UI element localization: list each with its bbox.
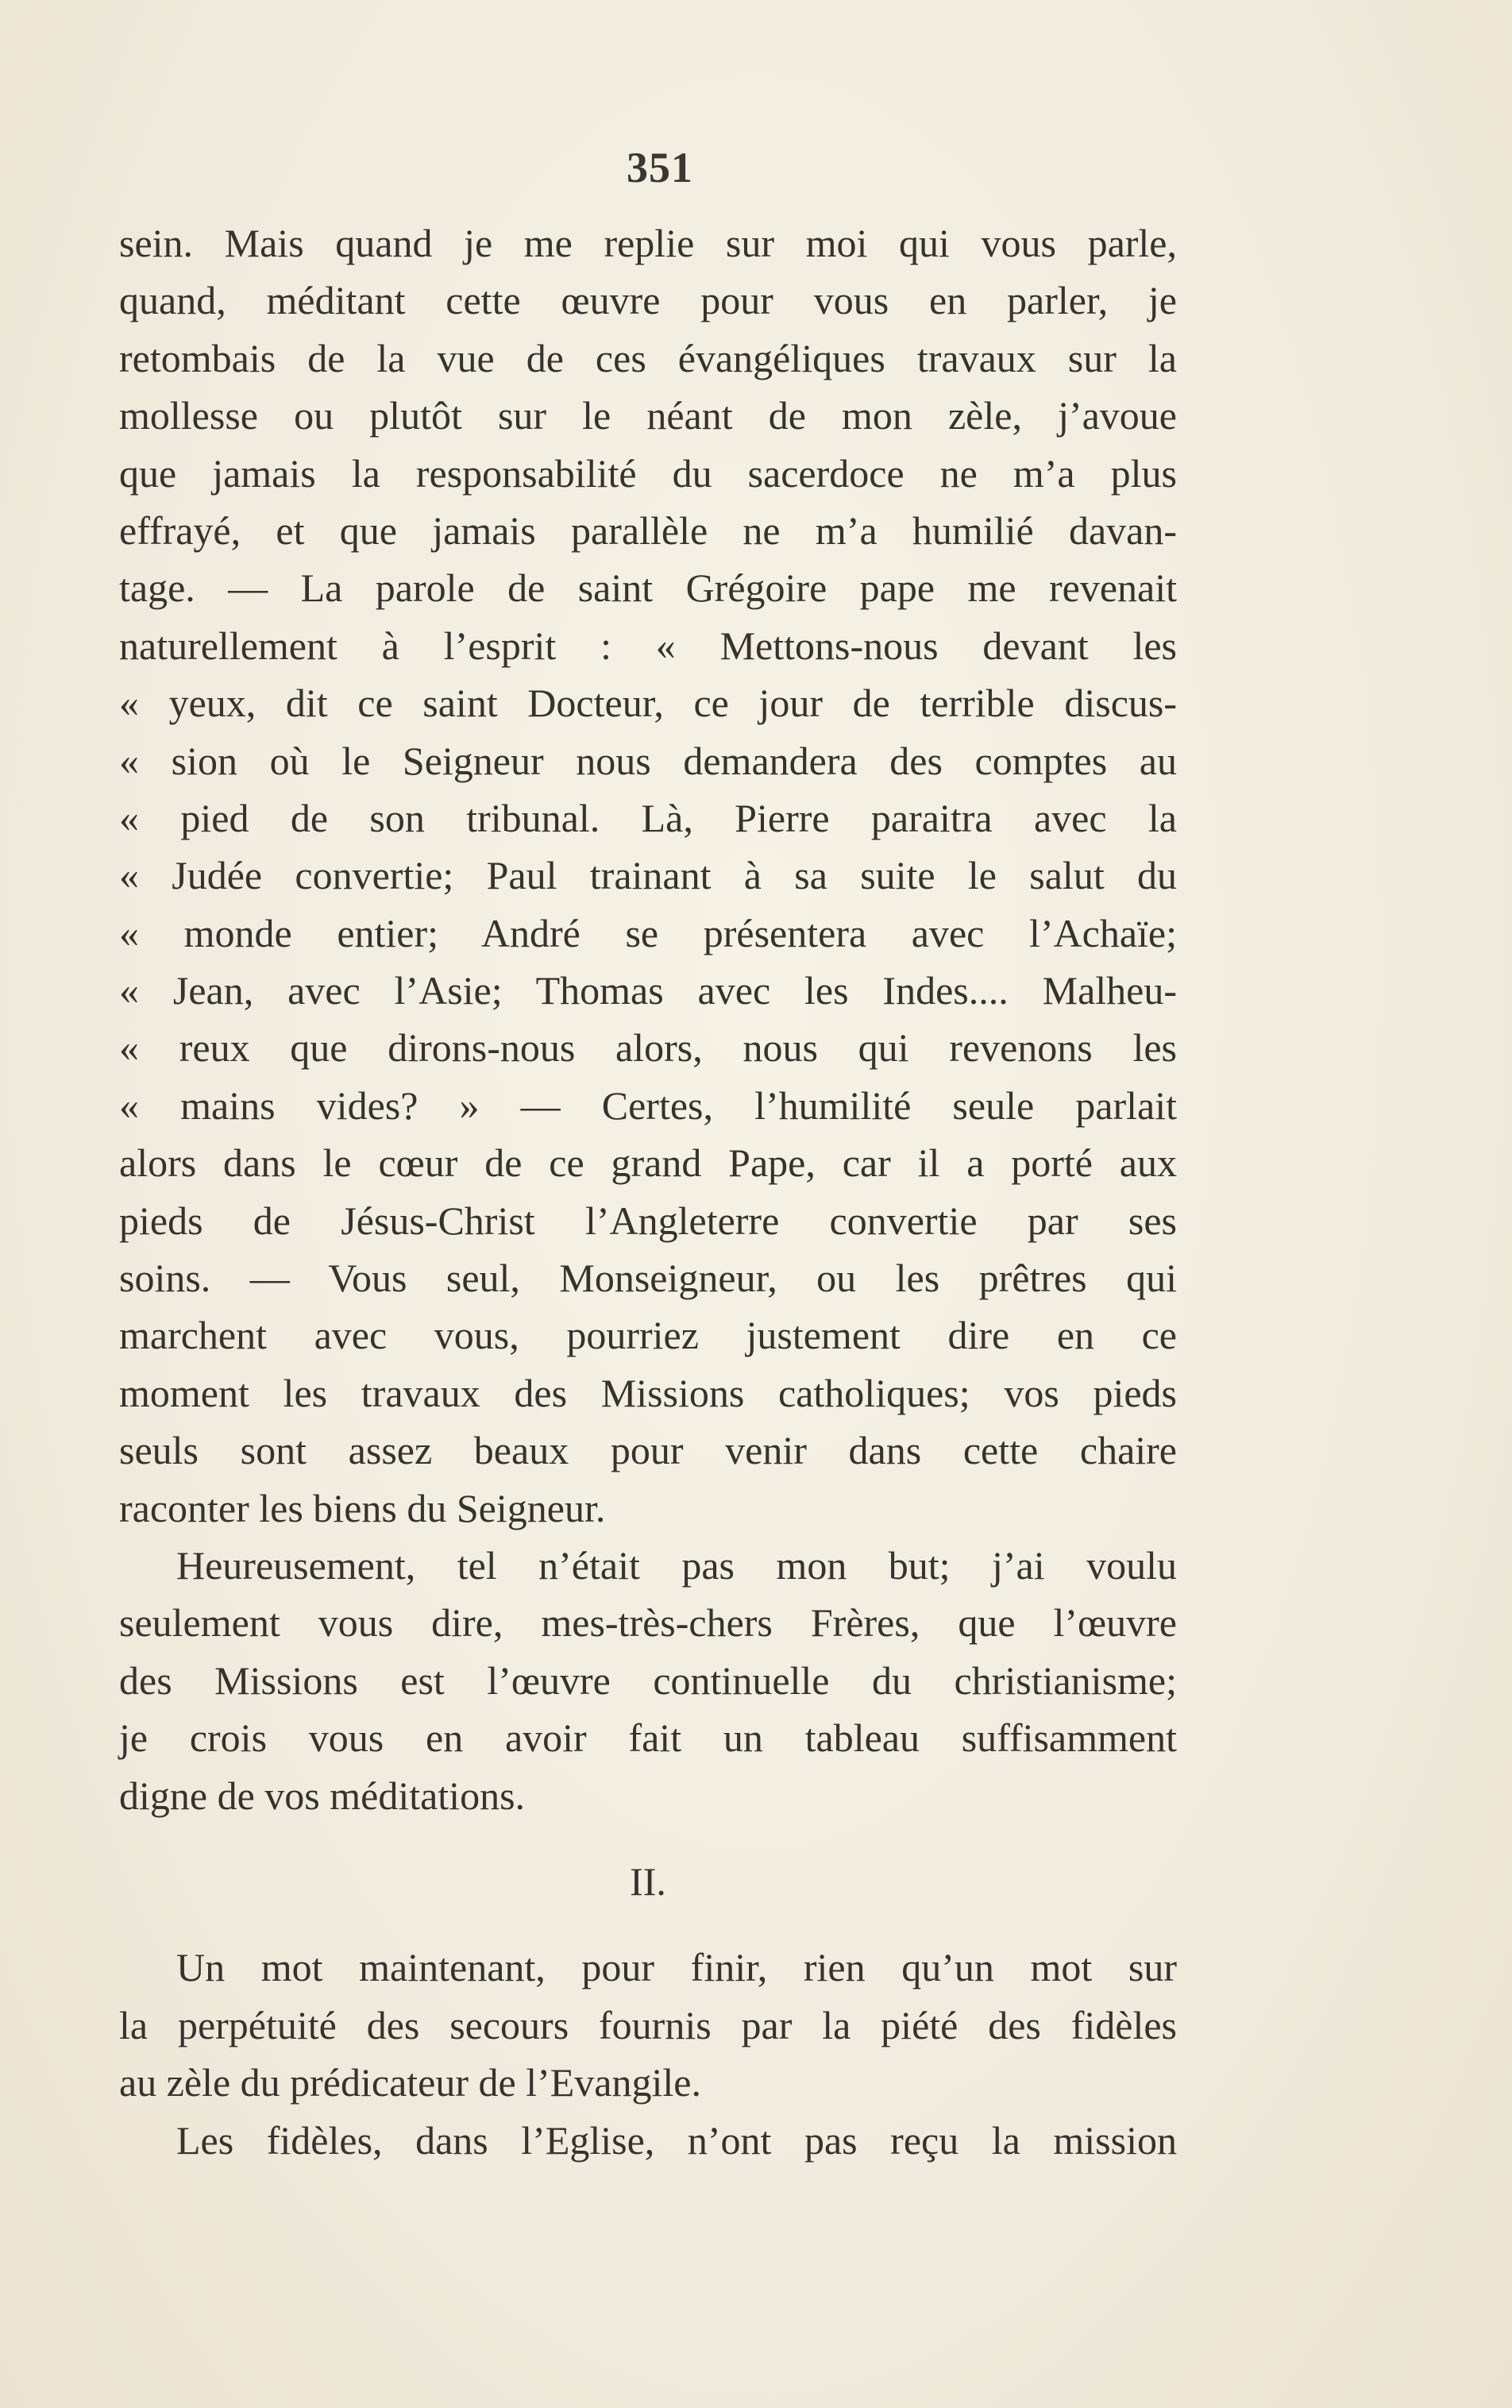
quote-line: « yeux, dit ce saint Docteur, ce jour de terrible discus- [119,681,1177,726]
text-line: digne de vos méditations. [119,1773,526,1818]
page-number: 351 [627,144,693,191]
text-line: quand, méditant cette œuvre pour vous en parler, je [119,278,1177,323]
text-line: mollesse ou plutôt sur le néant de mon zèle, j’avoue [119,393,1177,438]
text-line: pieds de Jésus-Christ l’Angleterre convertie par ses [119,1198,1177,1243]
text-line: effrayé, et que jamais parallèle ne m’a humilié davan- [119,507,1177,553]
text-line: soins. — Vous seul, Monseigneur, ou les prêtres qui [119,1256,1177,1301]
quote-line: « pied de son tribunal. Là, Pierre paraitra avec la [119,795,1177,840]
text-line: alors dans le cœur de ce grand Pape, car il a porté aux [119,1140,1177,1186]
paragraph-start-line: Les fidèles, dans l’Eglise, n’ont pas reçu la mission [176,2117,1177,2163]
text-line: des Missions est l’œuvre continuelle du christianisme; [119,1657,1177,1703]
text-line: retombais de la vue de ces évangéliques travaux sur la [119,335,1177,380]
text-line: moment les travaux des Missions catholiques; vos pieds [119,1370,1177,1415]
text-line: naturellement à l’esprit : « Mettons-nous devant les [119,623,1177,668]
text-line: la perpétuité des secours fournis par la piété des fidèles [119,2002,1177,2047]
quote-line: « mains vides? » — Certes, l’humilité seule parlait [119,1082,1177,1128]
paragraph-start-line: Heureusement, tel n’était pas mon but; j’ai voulu [176,1542,1177,1588]
body-text [119,214,1177,2169]
text-line: seuls sont assez beaux pour venir dans cette chaire [119,1428,1177,1473]
quote-line: « Jean, avec l’Asie; Thomas avec les Indes.... Malheu- [119,968,1177,1013]
text-line: tage. — La parole de saint Grégoire pape me revenait [119,565,1177,611]
quote-line: « Judée convertie; Paul trainant à sa suite le salut du [119,853,1177,898]
spacer [119,1824,1177,1853]
quote-line: « monde entier; André se présentera avec l’Achaïe; [119,910,1177,955]
paragraph-start-line: Un mot maintenant, pour finir, rien qu’un mot sur [176,1945,1177,1990]
section-heading: II. [630,1858,666,1904]
text-line: que jamais la responsabilité du sacerdoce ne m’a plus [119,450,1177,496]
quote-line: « reux que dirons-nous alors, nous qui revenons les [119,1025,1177,1071]
text-line: je crois vous en avoir fait un tableau suffisamment [119,1715,1177,1761]
text-line: au zèle du prédicateur de l’Evangile. [119,2060,701,2105]
text-line: marchent avec vous, pourriez justement dire en ce [119,1313,1177,1358]
quote-line: « sion où le Seigneur nous demandera des comptes au [119,738,1177,783]
text-line: seulement vous dire, mes-très-chers Frères, que l’œuvre [119,1600,1177,1646]
spacer [119,1910,1177,1939]
text-line: sein. Mais quand je me replie sur moi qui vous parle, [119,221,1177,265]
text-line: raconter les biens du Seigneur. [119,1485,606,1530]
